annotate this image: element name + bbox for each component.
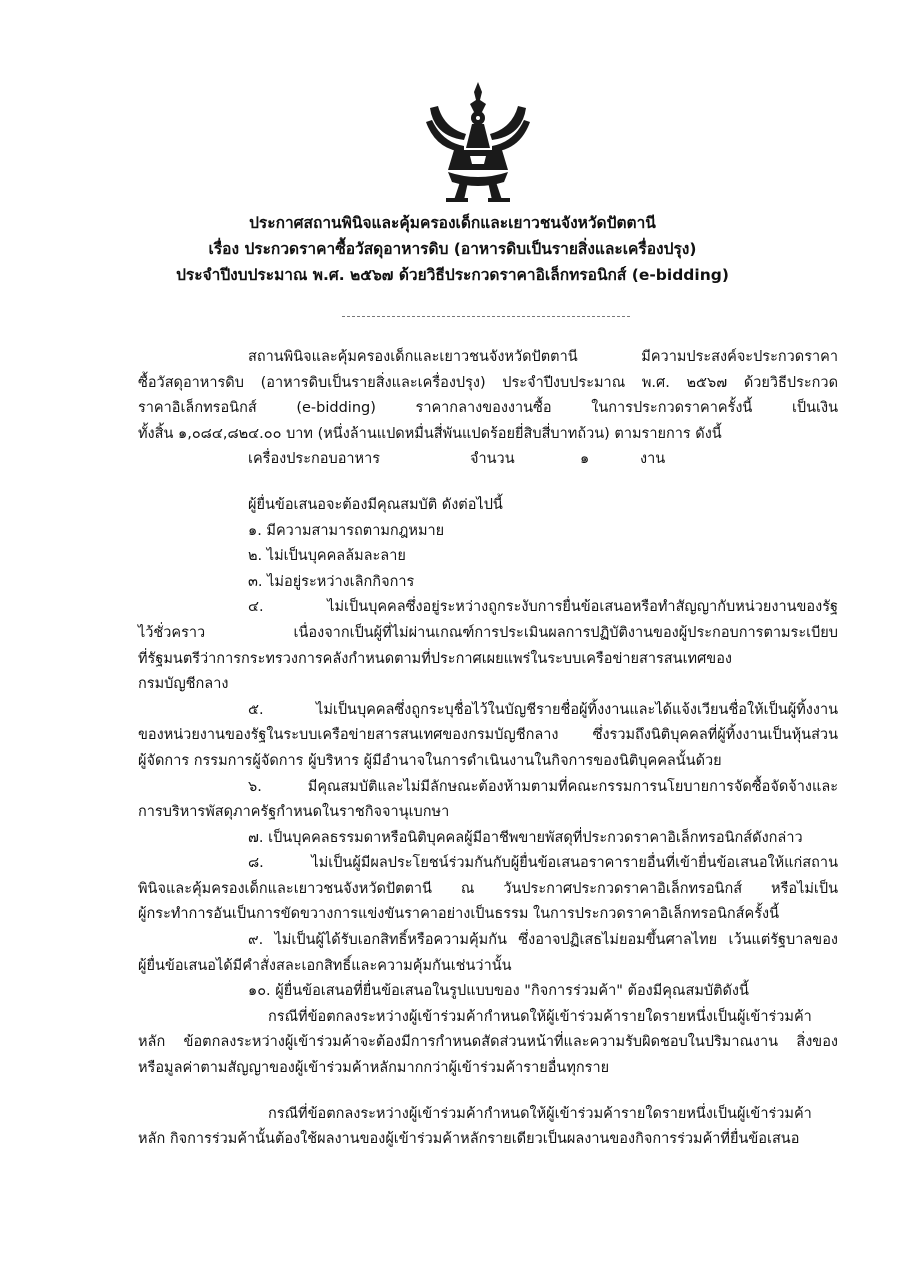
- qualification-line: ของหน่วยงานของรัฐในระบบเครือข่ายสารสนเทศของกรมบัญชีกลาง ซึ่งรวมถึงนิติบุคคลที่ผู้ทิ้งงานเป็นหุ้นส่วน: [138, 727, 838, 744]
- qualification-item: ๕. ไม่เป็นบุคคลซึ่งถูกระบุชื่อไว้ในบัญชีรายชื่อผู้ทิ้งงานและได้แจ้งเวียนชื่อให้เป็นผู้ทิ้งงาน: [248, 701, 838, 718]
- heading-line: ประกาศสถานพินิจและคุ้มครองเด็กและเยาวชนจังหวัดปัตตานี: [249, 214, 656, 232]
- qualification-item: ๔. ไม่เป็นบุคคลซึ่งอยู่ระหว่างถูกระงับการยื่นข้อเสนอหรือทำสัญญากับหน่วยงานของรัฐ: [248, 599, 838, 616]
- qualification-line: ไว้ชั่วคราว เนื่องจากเป็นผู้ที่ไม่ผ่านเกณฑ์การประเมินผลการปฏิบัติงานของผู้ประกอบการตามระเบียบ: [138, 624, 838, 641]
- intro-line: ทั้งสิ้น ๑,๐๘๔,๘๒๔.๐๐ บาท (หนึ่งล้านแปดหมื่นสี่พันแปดร้อยยี่สิบสี่บาทถ้วน) ตามรายการ ดังนี้: [138, 425, 722, 442]
- qualification-line: ผู้กระทำการอันเป็นการขัดขวางการแข่งขันราคาอย่างเป็นธรรม ในการประกวดราคาอิเล็กทรอนิกส์ครั้งนี้: [138, 906, 780, 923]
- heading-line: ประจำปีงบประมาณ พ.ศ. ๒๕๖๗ ด้วยวิธีประกวดราคาอิเล็กทรอนิกส์ (e-bidding): [176, 266, 729, 284]
- heading-line: เรื่อง ประกวดราคาซื้อวัสดุอาหารดิบ (อาหารดิบเป็นรายสิ่งและเครื่องปรุง): [208, 240, 697, 258]
- item-unit: งาน: [640, 451, 666, 468]
- qualification-line: ผู้ยื่นข้อเสนอได้มีคำสั่งสละเอกสิทธิ์และความคุ้มกันเช่นว่านั้น: [138, 957, 512, 974]
- qualification-item: ๘. ไม่เป็นผู้มีผลประโยชน์ร่วมกันกับผู้ยื่นข้อเสนอราคารายอื่นที่เข้ายื่นข้อเสนอให้แก่สถาน: [248, 855, 838, 872]
- qualification-item: ๑. มีความสามารถตามกฎหมาย: [248, 522, 445, 539]
- qualification-item: ๒. ไม่เป็นบุคคลล้มละลาย: [248, 548, 406, 565]
- qualification-item: ๙. ไม่เป็นผู้ได้รับเอกสิทธิ์หรือความคุ้มกัน ซึ่งอาจปฏิเสธไม่ยอมขึ้นศาลไทย เว้นแต่รัฐบาลของ: [248, 932, 838, 949]
- intro-line: สถานพินิจและคุ้มครองเด็กและเยาวชนจังหวัดปัตตานี มีความประสงค์จะประกวดราคา: [248, 349, 838, 365]
- qualification-line: กรมบัญชีกลาง: [138, 676, 229, 693]
- qualification-item: ๗. เป็นบุคคลธรรมดาหรือนิติบุคคลผู้มีอาชีพขายพัสดุที่ประกวดราคาอิเล็กทรอนิกส์ดังกล่าว: [248, 829, 803, 846]
- qualification-line: พินิจและคุ้มครองเด็กและเยาวชนจังหวัดปัตตานี ณ วันประกาศประกวดราคาอิเล็กทรอนิกส์ หรือไม่เป็น: [138, 880, 838, 897]
- joint-venture-case-line: หรือมูลค่าตามสัญญาของผู้เข้าร่วมค้าหลักมากกว่าผู้เข้าร่วมค้ารายอื่นทุกราย: [138, 1060, 610, 1077]
- qualification-item: ๖. มีคุณสมบัติและไม่มีลักษณะต้องห้ามตามที่คณะกรรมการนโยบายการจัดซื้อจัดจ้างและ: [248, 778, 838, 795]
- intro-line: ซื้อวัสดุอาหารดิบ (อาหารดิบเป็นรายสิ่งและเครื่องปรุง) ประจำปีงบประมาณ พ.ศ. ๒๕๖๗ ด้วยวิธีประกวด: [138, 374, 838, 391]
- joint-venture-case-line: หลัก ข้อตกลงระหว่างผู้เข้าร่วมค้าจะต้องมีการกำหนดสัดส่วนหน้าที่และความรับผิดชอบในปริมาณงาน สิ่งของ: [138, 1034, 838, 1051]
- item-quantity: ๑: [580, 451, 590, 468]
- separator-rule: [342, 316, 630, 317]
- joint-venture-case-line: กรณีที่ข้อตกลงระหว่างผู้เข้าร่วมค้ากำหนดให้ผู้เข้าร่วมค้ารายใดรายหนึ่งเป็นผู้เข้าร่วมค้า: [268, 1008, 812, 1025]
- document-heading: [60, 210, 845, 288]
- item-name: เครื่องประกอบอาหาร: [248, 451, 381, 468]
- item-row: [138, 447, 838, 473]
- qualification-item: ๑๐. ผู้ยื่นข้อเสนอที่ยื่นข้อเสนอในรูปแบบของ "กิจการร่วมค้า" ต้องมีคุณสมบัติดังนี้: [248, 983, 749, 1000]
- document-body: [138, 345, 838, 1153]
- qualification-line: ที่รัฐมนตรีว่าการกระทรวงการคลังกำหนดตามที่ประกาศเผยแพร่ในระบบเครือข่ายสารสนเทศของ: [138, 650, 732, 667]
- qualification-line: การบริหารพัสดุภาครัฐกำหนดในราชกิจจานุเบกษา: [138, 804, 450, 821]
- joint-venture-case-line: กรณีที่ข้อตกลงระหว่างผู้เข้าร่วมค้ากำหนดให้ผู้เข้าร่วมค้ารายใดรายหนึ่งเป็นผู้เข้าร่วมค้า: [268, 1105, 812, 1122]
- qualification-item: ๓. ไม่อยู่ระหว่างเลิกกิจการ: [248, 573, 415, 590]
- intro-line: ราคาอิเล็กทรอนิกส์ (e-bidding) ราคากลางของงานซื้อ ในการประกวดราคาครั้งนี้ เป็นเงิน: [138, 400, 838, 417]
- joint-venture-case-line: หลัก กิจการร่วมค้านั้นต้องใช้ผลงานของผู้เข้าร่วมค้าหลักรายเดียวเป็นผลงานของกิจการร่วมค้าที่ยื่นข้อเสนอ: [138, 1131, 800, 1148]
- garuda-emblem-icon: [420, 78, 536, 204]
- qualifications-title: ผู้ยื่นข้อเสนอจะต้องมีคุณสมบัติ ดังต่อไปนี้: [248, 496, 503, 513]
- qualification-line: ผู้จัดการ กรรมการผู้จัดการ ผู้บริหาร ผู้มีอำนาจในการดำเนินงานในกิจการของนิติบุคคลนั้นด้วย: [138, 752, 722, 769]
- item-quantity-label: จำนวน: [470, 451, 515, 468]
